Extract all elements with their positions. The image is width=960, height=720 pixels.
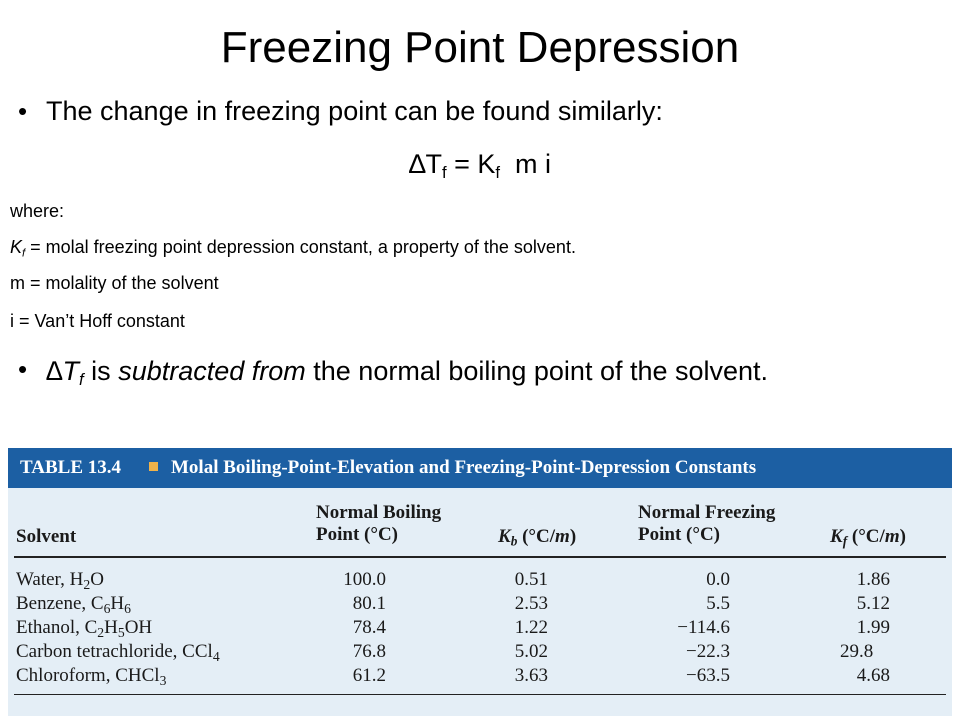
- kf-cell: 5.12: [856, 593, 890, 614]
- kb-k: K: [498, 526, 511, 547]
- kf-cell: 4.68: [856, 665, 890, 686]
- kb-cell: 2.53: [514, 593, 548, 614]
- constants-table: [8, 448, 952, 716]
- kb-cell: 3.63: [514, 665, 548, 686]
- kb-unit: (°C/: [517, 526, 556, 547]
- table-name: Molal Boiling-Point-Elevation and Freezing-Point-Depression Constants: [171, 457, 757, 478]
- kb-cell: 5.02: [514, 641, 548, 662]
- i-definition: i = Van’t Hoff constant: [10, 311, 185, 331]
- kf-definition: [10, 236, 576, 264]
- formula-delta-t: ∆T: [408, 149, 442, 179]
- table-row: [8, 664, 952, 687]
- kf-close: ): [899, 526, 906, 547]
- kf-symbol: K: [10, 237, 23, 257]
- freezing-point-formula: [0, 148, 960, 189]
- solvent-cell: Ethanol, $C_2H_5OH$: [16, 617, 153, 641]
- boiling-point-cell: 61.2: [352, 665, 386, 686]
- boiling-point-cell: 100.0: [343, 569, 386, 590]
- kb-cell: 0.51: [514, 569, 548, 590]
- kf-unit: (°C/: [847, 526, 885, 547]
- delta-tf-subscript: f: [79, 370, 84, 390]
- kb-m: m: [555, 526, 570, 547]
- kf-k: K: [830, 526, 843, 547]
- square-bullet-icon: [149, 462, 158, 471]
- column-header-kf: [830, 526, 906, 552]
- formula-m-i: m i: [500, 149, 552, 179]
- m-definition: m = molality of the solvent: [10, 273, 219, 293]
- solvent-cell: Benzene, $C_6H_6$: [16, 593, 131, 617]
- column-header-kb: [498, 526, 576, 552]
- table-title-bar: [8, 448, 952, 488]
- kf-definition-text: = molal freezing point depression constant, a property of the solvent.: [25, 237, 576, 257]
- kf-subscript: f: [22, 247, 26, 260]
- kf-cell: 29.8: [840, 641, 874, 662]
- kf-col-subscript: f: [842, 533, 848, 549]
- table-row: [8, 640, 952, 663]
- table-row: [8, 568, 952, 591]
- column-header-freezing-point-line1: Normal Freezing: [638, 502, 776, 523]
- boiling-point-cell: 78.4: [352, 617, 386, 638]
- kf-m: m: [884, 526, 900, 547]
- column-header-freezing-point-line2: Point (°C): [638, 524, 721, 545]
- column-header-freezing-point: [638, 502, 775, 546]
- kb-cell: 1.22: [514, 617, 548, 638]
- bullet-dot-icon: •: [18, 354, 28, 384]
- table-row: [8, 616, 952, 639]
- freezing-point-cell: 0.0: [706, 569, 730, 590]
- column-header-boiling-point-line2: Point (°C): [316, 524, 399, 545]
- freezing-point-cell: −114.6: [677, 617, 730, 638]
- slide-title: Freezing Point Depression: [220, 23, 740, 72]
- freezing-point-cell: −22.3: [686, 641, 730, 662]
- footer-rule: [14, 694, 946, 695]
- formula-subscript-f: f: [441, 163, 447, 183]
- boiling-point-cell: 76.8: [352, 641, 386, 662]
- column-header-boiling-point: [316, 502, 441, 546]
- kb-close: ): [569, 526, 577, 547]
- solvent-cell: Water, $H_2O$: [16, 569, 104, 593]
- kb-subscript: b: [510, 533, 518, 549]
- bullet2-mid: is: [83, 356, 119, 386]
- bullet2-rest: the normal boiling point of the solvent.: [305, 356, 769, 386]
- kf-cell: 1.99: [856, 617, 890, 638]
- column-header-boiling-point-line1: Normal Boiling: [316, 502, 442, 523]
- formula-equals-k: = K: [446, 149, 496, 179]
- table-row: [8, 592, 952, 615]
- kf-cell: 1.86: [856, 569, 890, 590]
- where-label: where:: [10, 201, 65, 221]
- formula-subscript-f-2: f: [495, 163, 501, 183]
- boiling-point-cell: 80.1: [352, 593, 386, 614]
- bullet2-italic: subtracted from: [118, 356, 306, 386]
- bullet-text: The change in freezing point can be found similarly:: [46, 96, 663, 126]
- bullet-text: [46, 353, 886, 398]
- solvent-cell: Carbon tetrachloride, CCl$_4$: [16, 641, 220, 665]
- table-number: TABLE 13.4: [20, 457, 122, 478]
- header-rule: [14, 556, 946, 558]
- bullet-dot-icon: •: [18, 96, 28, 126]
- freezing-point-cell: 5.5: [706, 593, 730, 614]
- freezing-point-cell: −63.5: [686, 665, 730, 686]
- solvent-cell: Chloroform, CHCl$_3$: [16, 665, 167, 689]
- delta-tf-symbol: ∆T: [46, 356, 80, 386]
- column-header-solvent: Solvent: [16, 526, 77, 547]
